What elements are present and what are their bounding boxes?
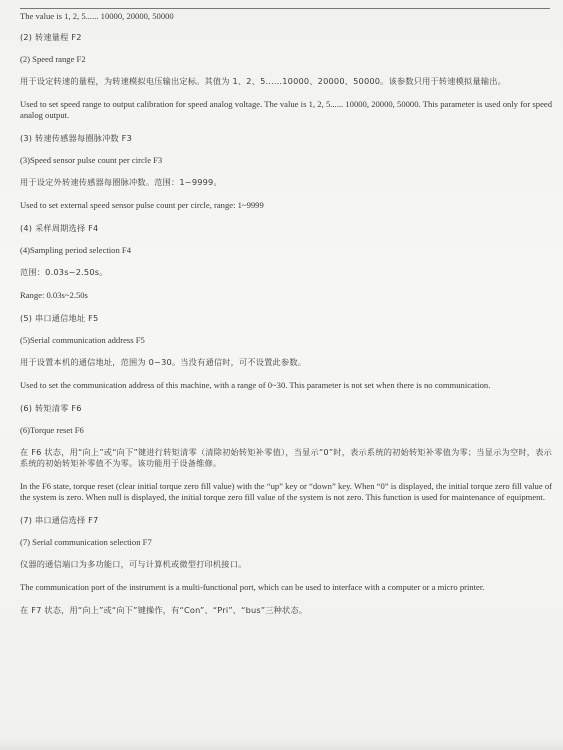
paragraph-en-f5: Used to set the communication address of this machine, with a range of 0~30. This parameter is not set when there is no communication. — [20, 380, 491, 390]
heading-en-f6: (6)Torque reset F6 — [20, 425, 84, 435]
paragraph-cn-f7: 仪器的通信端口为多功能口，可与计算机或微型打印机接口。 — [20, 559, 247, 569]
page-content — [20, 6, 552, 628]
heading-en-f4: (4)Sampling period selection F4 — [20, 245, 131, 255]
heading-en-f3: (3)Speed sensor pulse count per circle F3 — [20, 155, 163, 165]
paragraph-en-f7: The communication port of the instrument is a multi-functional port, which can be used to interface with a computer or a micro printer. — [20, 582, 485, 592]
heading-cn-f5: (5) 串口通信地址 F5 — [20, 313, 99, 323]
paragraph-en-f2: Used to set speed range to output calibration for speed analog voltage. The value is 1, 2, 5...... 10000, 20000, 50000. This parameter is used only for speed analog output. — [20, 99, 552, 120]
paragraph-cn-f4: 范围：0.03s~2.50s。 — [20, 267, 108, 277]
heading-cn-f3: (3) 转速传感器每圈脉冲数 F3 — [20, 133, 132, 143]
heading-cn-f7: (7) 串口通信选择 F7 — [20, 515, 99, 525]
paragraph-en-f3: Used to set external speed sensor pulse count per circle, range: 1~9999 — [20, 200, 264, 210]
heading-cn-f4: (4) 采样周期选择 F4 — [20, 223, 99, 233]
paragraph-cn-f7-states: 在 F7 状态，用“向上”或“向下”键操作，有“Con”、“Pri”、“bus”三种状态。 — [20, 605, 308, 615]
page-bottom-shadow — [0, 738, 563, 750]
line-value-range: The value is 1, 2, 5...... 10000, 20000, 50000 — [20, 11, 174, 21]
paragraph-en-f6: In the F6 state, torque reset (clear initial torque zero fill value) with the “up” key or “down” key. When “0” is displayed, the initial torque zero fill value of the system is zero. When null is displayed, the initial torque zero fill value of the system is not zero. This function is used for maintenance of equipment. — [20, 481, 552, 502]
paragraph-en-f4: Range: 0.03s~2.50s — [20, 290, 88, 300]
heading-en-f2: (2) Speed range F2 — [20, 54, 86, 64]
paragraph-cn-f3: 用于设定外转速传感器每圈脉冲数。范围：1~9999。 — [20, 177, 222, 187]
heading-en-f7: (7) Serial communication selection F7 — [20, 537, 152, 547]
paragraph-cn-f5: 用于设置本机的通信地址，范围为 0~30。当没有通信时，可不设置此参数。 — [20, 357, 307, 367]
heading-en-f5: (5)Serial communication address F5 — [20, 335, 145, 345]
paragraph-cn-f6: 在 F6 状态，用“向上”或“向下”键进行转矩清零（清除初始转矩补零值），当显示“0”时，表示系统的初始转矩补零值为零；当显示为空时，表示系统的初始转矩补零值不为零。该功能用于设备维修。 — [20, 447, 552, 468]
heading-cn-f6: (6) 转矩清零 F6 — [20, 403, 82, 413]
paragraph-cn-f2: 用于设定转速的量程，为转速模拟电压输出定标。其值为 1、2、5……10000、20000、50000。该参数只用于转速模拟量输出。 — [20, 76, 506, 86]
heading-cn-f2: (2) 转速量程 F2 — [20, 32, 82, 42]
